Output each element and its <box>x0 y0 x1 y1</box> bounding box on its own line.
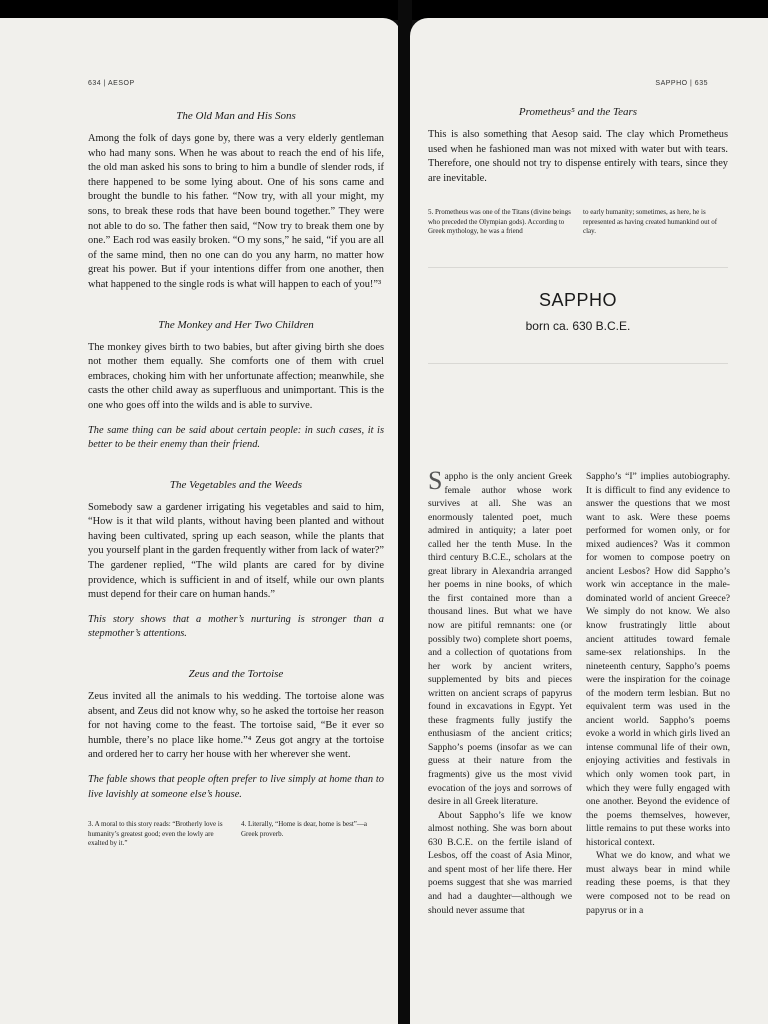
section-divider <box>428 363 728 364</box>
footnote: 4. Literally, “Home is dear, home is best”—a Greek proverb. <box>241 820 368 838</box>
bio-paragraph: Sappho’s “I” implies autobiography. It is difficult to find any evidence to answer the questions that we most want to ask. Were these poems performed for women only, or for mixed audiences? Was it common for women to compose poetry on ancient Lesbos? How did Sappho’s work win acceptance in the male-dominated world of ancient Greece? We simply do not know. We also know frustratingly little about ancient attitudes toward female same-sex relationships. In the nineteenth century, Sappho’s poems were the inspiration for the coinage of the modern term lesbian. But no equivalent term was used in the ancient world. Sappho’s poems evoke a world in which girls lived an intense communal life of their own, enjoying activities and festivals in which only women took part, in which they were fully engaged with one another. Beyond the evidence of the poems themselves, however, little remains to put these works into historical context. <box>586 471 730 848</box>
bio-paragraph: What we do know, and what we must always bear in mind while reading these poems, is that they were composed not to be read on papyrus or in a <box>586 850 730 916</box>
story-moral: This story shows that a mother’s nurturing is stronger than a stepmother’s attentions. <box>88 613 384 640</box>
author-introduction <box>428 466 730 917</box>
left-page <box>0 18 401 1024</box>
left-text-column <box>88 110 384 849</box>
story-title: The Monkey and Her Two Children <box>158 318 314 331</box>
right-footnotes <box>428 208 728 237</box>
bio-paragraph <box>428 466 572 809</box>
footnote: 5. Prometheus was one of the Titans (divine beings who preceded the Olympian gods). According to Greek mythology, he was a friend <box>428 208 571 236</box>
right-text-column <box>428 106 728 364</box>
story-moral: The fable shows that people often prefer to live simply at home than to live lavishly at someone else’s house. <box>88 774 384 800</box>
footnote: 3. A moral to this story reads: “Brotherly love is humanity’s greatest good; even the lowly are exalted by it.” <box>88 820 223 848</box>
bio-column-1 <box>428 466 572 917</box>
story-title: The Old Man and His Sons <box>176 110 296 122</box>
story-body: The monkey gives birth to two babies, but after giving birth she does not mother them equally. She comforts one of them with cruel embraces, choking him with her unfortunate affection; meanwhile, she casts the other child away as superfluous and unimportant. This is the one who goes off into the wilds and is able to survive. <box>88 341 384 411</box>
story-moral: The same thing can be said about certain people: in such cases, it is better to be their enemy than their friend. <box>88 424 384 451</box>
story-title: Prometheus⁵ and the Tears <box>518 106 638 118</box>
story-title: The Vegetables and the Weeds <box>169 478 303 491</box>
author-dates: born ca. 630 B.C.E. <box>525 318 631 333</box>
story-body: Among the folk of days gone by, there was a very elderly gentleman who had many sons. When he was about to reach the end of his life, the old man asked his sons to bring to him a bundle of slender rods, if there happened to be some lying about. One of his sons came and brought the bundle to his father. “Now try, with all your might, my sons, to break these rods that have been bound together.” They were not able to do so. The father then said, “Now try to break them one by one.” Each rod was easily broken. “O my sons,” he said, “if you are all of the same mind, then no one can do you any harm, no matter how great his power. But if your intentions differ from one another, then what happened to the single rods is what will happen to each of you!”³ <box>88 133 384 290</box>
drop-cap: S <box>428 466 443 495</box>
bio-text: appho is the only ancient Greek female author whose work survives at all. She was an enormously talented poet, much admired in antiquity; a later poet called her the tenth Muse. In the third century B.C.E., scholars at the great library in Alexandria arranged her poems in nine books, of which the first contained more than a thousand lines. But what we have now are pitiful remnants: one (or possibly two) complete short poems, and a collection of quotations from her work by ancient writers, supplemented by bits and pieces written on ancient scraps of papyrus found in excavations in Egypt. Yet these fragments fully justify the enthusiasm of the ancient critics; Sappho’s poems (insofar as we can guess at their nature from the fragments) give us the most vivid evocation of the joys and sorrows of desire in all Greek literature. <box>428 471 572 808</box>
footnote: to early humanity; sometimes, as here, he is represented as having created humankind out of clay. <box>583 208 718 236</box>
story-title: Zeus and the Tortoise <box>188 668 284 681</box>
running-head-left: 634 | AESOP <box>88 80 135 87</box>
story-body: Zeus invited all the animals to his wedding. The tortoise alone was absent, and Zeus did not know why, so he asked the tortoise her reason for not having come to the feast. The tortoise said, “Be it ever so humble, there’s no place like home.”⁴ Zeus got angry at the tortoise and ordered her to carry her house with her wherever she went. <box>88 691 384 761</box>
story-body: This is also something that Aesop said. The clay which Prometheus used when he fashioned man was not mixed with water but with tears. Therefore, one should not try to dispense entirely with tears, since they are inevitable. <box>428 129 728 184</box>
scan-top-edge <box>0 0 768 20</box>
right-page <box>410 18 768 1024</box>
author-title: SAPPHO <box>538 289 618 310</box>
left-footnotes <box>88 820 384 849</box>
bio-paragraph: About Sappho’s life we know almost nothing. She was born about 630 B.C.E. on the fertile island of Lesbos, off the coast of Asia Minor, and spent most of her life there. Her poems suggest that she was married and had a daughter—although we should never assume that <box>428 809 572 916</box>
running-head-right: SAPPHO | 635 <box>655 80 708 87</box>
story-body: Somebody saw a gardener irrigating his vegetables and said to him, “How is it that wild plants, without having been planted and without having been cultivated, spring up each season, while the plants that you yourself plant in the garden frequently wither from lack of water?” The gardener replied, “The wild plants are cared for by divine providence, which is sufficient in and of itself, while our own plants must depend for their care on human hands.” <box>88 501 384 601</box>
section-divider <box>428 267 728 268</box>
bio-column-2 <box>586 470 730 917</box>
